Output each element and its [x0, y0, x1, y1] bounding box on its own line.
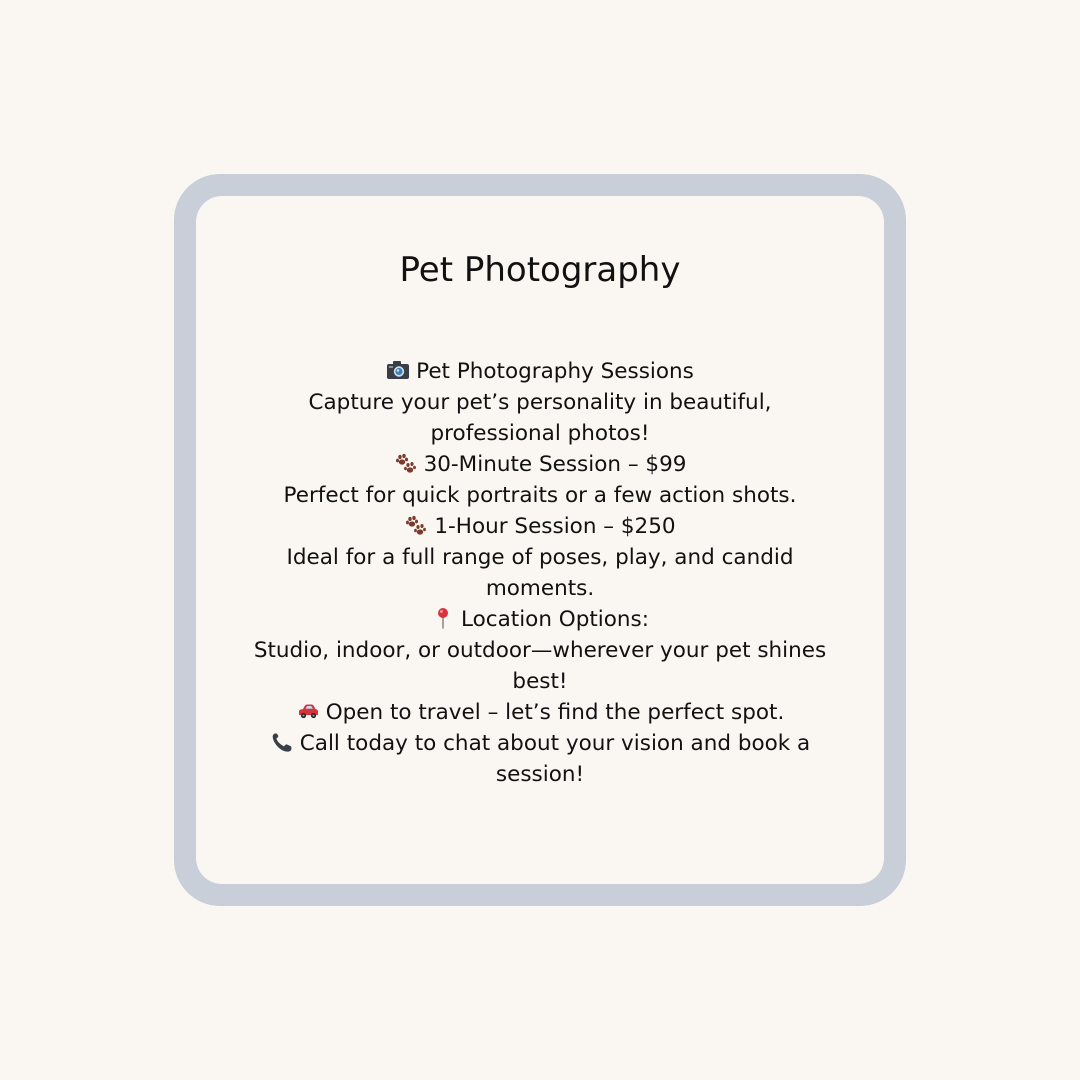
travel-line	[246, 697, 834, 728]
phone-icon	[270, 731, 294, 753]
location-description: Studio, indoor, or outdoor—wherever your pet shines best!	[253, 638, 827, 694]
pin-icon	[431, 607, 455, 629]
paw-prints-icon	[404, 514, 428, 536]
session-60-text: 1-Hour Session – $250	[434, 514, 676, 539]
session-30-line	[246, 449, 834, 480]
session-30-text: 30-Minute Session – $99	[423, 452, 687, 477]
sessions-heading-text: Pet Photography Sessions	[416, 359, 694, 384]
session-60-line	[246, 511, 834, 542]
location-heading-text: Location Options:	[461, 607, 649, 632]
card-frame	[174, 174, 906, 906]
call-text: Call today to chat about your vision and book a session!	[299, 731, 811, 787]
sessions-heading-line	[246, 356, 834, 387]
location-heading-line	[246, 604, 834, 635]
intro-text: Capture your pet’s personality in beautiful, professional photos!	[308, 390, 772, 446]
travel-text: Open to travel – let’s find the perfect spot.	[325, 700, 785, 725]
paw-prints-icon	[394, 452, 418, 474]
camera-icon	[386, 359, 410, 381]
car-icon	[296, 700, 320, 722]
page-title: Pet Photography	[399, 250, 681, 290]
session-60-description: Ideal for a full range of poses, play, and candid moments.	[286, 545, 794, 601]
card	[196, 196, 884, 884]
call-line	[246, 728, 834, 790]
card-body	[246, 356, 834, 790]
session-30-description: Perfect for quick portraits or a few action shots.	[283, 483, 797, 508]
